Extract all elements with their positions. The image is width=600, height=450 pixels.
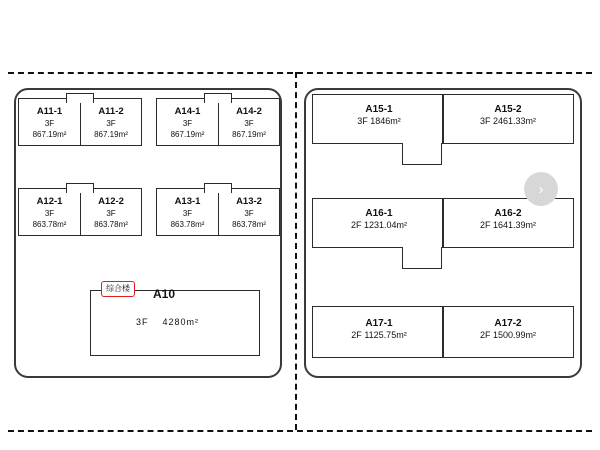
- building-name: A16-2: [494, 208, 522, 219]
- building-area: 867.19m²: [232, 130, 266, 139]
- building-unit-a16-1[interactable]: [318, 208, 440, 231]
- next-arrow-button[interactable]: [524, 172, 558, 206]
- building-name: A13-2: [236, 196, 262, 207]
- building-unit-a12-1[interactable]: [19, 189, 80, 235]
- building-unit-a15-1[interactable]: [318, 104, 440, 127]
- building-group-a16[interactable]: [312, 198, 574, 270]
- building-area: 863.78m²: [232, 220, 266, 229]
- building-notch-cover-a12: [68, 187, 92, 189]
- building-area: 3F 2461.33m²: [479, 116, 537, 126]
- building-unit-a17-2[interactable]: [446, 318, 570, 341]
- building-floor: 3F: [44, 209, 55, 218]
- building-name: A13-1: [174, 196, 201, 207]
- building-floor: 3F: [44, 119, 55, 128]
- building-name: A14-2: [236, 106, 262, 117]
- building-name: A15-1: [365, 104, 393, 115]
- building-a10-name: A10: [153, 287, 176, 301]
- building-name: A15-2: [494, 104, 522, 115]
- building-floor: 3F: [106, 119, 116, 128]
- building-area: 2F 1231.04m²: [350, 220, 408, 230]
- building-a10-detail: [136, 317, 199, 327]
- building-group-a13[interactable]: [156, 188, 280, 236]
- building-name: A11-1: [36, 106, 63, 117]
- building-notch-cover-a13: [206, 187, 230, 189]
- site-boundary-top: [8, 72, 592, 74]
- building-a16-wing-seam: [403, 247, 441, 249]
- building-area: 863.78m²: [170, 220, 205, 229]
- building-area: 2F 1641.39m²: [479, 220, 537, 230]
- building-floor: 3F: [182, 119, 193, 128]
- building-a15-wing-seam: [403, 143, 441, 145]
- building-name: A12-2: [98, 196, 124, 207]
- building-unit-a11-1[interactable]: [19, 99, 80, 145]
- building-a10-area: 4280m²: [162, 317, 200, 327]
- building-unit-a15-2[interactable]: [446, 104, 570, 127]
- building-floor: 3F: [106, 209, 116, 218]
- site-boundary-bottom: [8, 430, 592, 432]
- building-a16-divider: [442, 198, 444, 248]
- building-area: 867.19m²: [32, 130, 67, 139]
- building-unit-a11-2[interactable]: [80, 99, 141, 145]
- building-a16-wing: [402, 247, 442, 269]
- building-floor: 3F: [182, 209, 193, 218]
- building-name: A11-2: [98, 106, 124, 117]
- building-a10-floor: 3F: [136, 317, 149, 327]
- building-area: 3F 1846m²: [357, 116, 401, 126]
- building-a17-divider: [442, 306, 444, 358]
- building-area: 863.78m²: [94, 220, 128, 229]
- building-unit-a13-1[interactable]: [157, 189, 218, 235]
- building-name: A14-1: [174, 106, 201, 117]
- building-unit-a13-2[interactable]: [218, 189, 279, 235]
- building-notch-cover-a11: [68, 97, 92, 99]
- building-area: 2F 1500.99m²: [479, 330, 537, 340]
- building-name: A12-1: [36, 196, 63, 207]
- building-area: 2F 1125.75m²: [351, 330, 407, 340]
- building-area: 863.78m²: [32, 220, 67, 229]
- chevron-right-icon: ›: [538, 180, 544, 198]
- building-unit-a12-2[interactable]: [80, 189, 141, 235]
- building-unit-a14-1[interactable]: [157, 99, 218, 145]
- building-a10[interactable]: [90, 284, 260, 356]
- building-unit-a16-2[interactable]: [446, 208, 570, 231]
- building-name: A17-2: [494, 318, 522, 329]
- building-name: A16-1: [365, 208, 393, 219]
- building-group-a14[interactable]: [156, 98, 280, 146]
- building-group-a11[interactable]: [18, 98, 142, 146]
- building-floor: 3F: [244, 119, 254, 128]
- building-floor: 3F: [244, 209, 254, 218]
- building-unit-a14-2[interactable]: [218, 99, 279, 145]
- building-a15-wing: [402, 143, 442, 165]
- building-group-a15[interactable]: [312, 94, 574, 166]
- building-a15-divider: [442, 94, 444, 144]
- building-area: 867.19m²: [170, 130, 205, 139]
- building-unit-a17-1[interactable]: [318, 318, 440, 341]
- building-group-a17[interactable]: [312, 306, 574, 362]
- building-notch-cover-a14: [206, 97, 230, 99]
- building-name: A17-1: [365, 318, 393, 329]
- building-a10-tag: 综合楼: [101, 281, 135, 297]
- building-area: 867.19m²: [94, 130, 128, 139]
- road-separator: [295, 72, 297, 430]
- building-group-a12[interactable]: [18, 188, 142, 236]
